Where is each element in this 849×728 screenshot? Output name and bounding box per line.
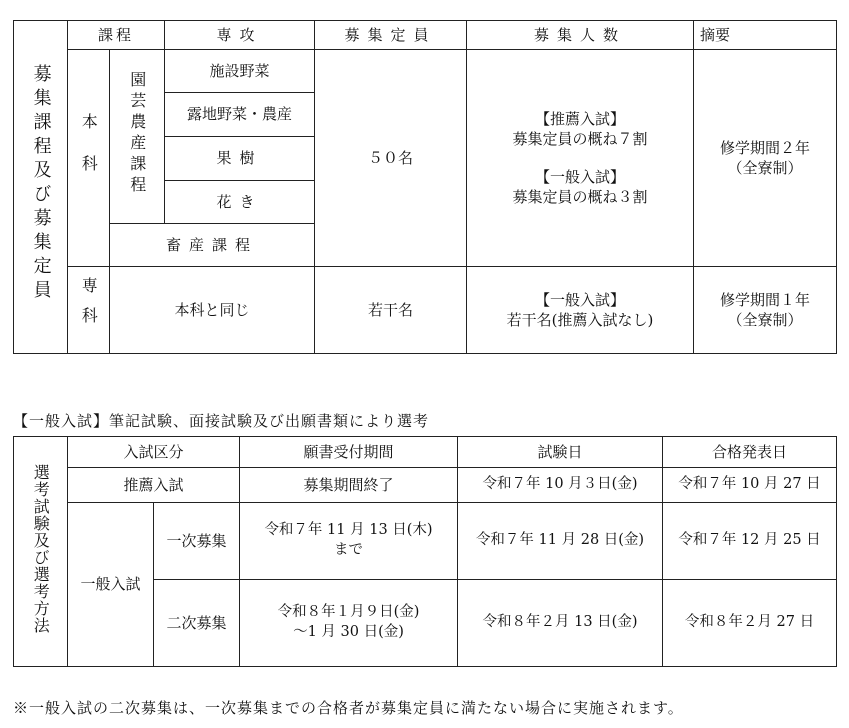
recommend-label: 【推薦入試】 [535, 109, 626, 128]
second-round-label: 二次募集 [154, 580, 240, 667]
major-roji: 露地野菜・農産 [165, 93, 315, 137]
header-exam-date: 試験日 [458, 437, 663, 468]
first-round-label: 一次募集 [154, 503, 240, 580]
honka-count [467, 50, 694, 267]
senka-major: 本科と同じ [110, 267, 315, 354]
header-capacity: 募集定員 [315, 21, 467, 50]
header-category: 入試区分 [68, 437, 240, 468]
second-application: 令和８年１月９日(金) ～1 月 30 日(金) [240, 580, 458, 667]
recommend-result-date: 令和７年 10 月 27 日 [663, 468, 837, 503]
engei-course-label: 園芸農産課程 [110, 50, 165, 224]
honka-summary: 修学期間２年 （全寮制） [694, 50, 837, 267]
header-count: 募集人数 [467, 21, 694, 50]
major-kaju: 果樹 [165, 137, 315, 181]
senka-summary: 修学期間１年 （全寮制） [694, 267, 837, 354]
header-course: 課程 [68, 21, 165, 50]
senka-count: 【一般入試】 若干名(推薦入試なし) [467, 267, 694, 354]
second-result-date: 令和８年２月 27 日 [663, 580, 837, 667]
general-value: 募集定員の概ね３割 [512, 188, 648, 207]
recommend-application: 募集期間終了 [240, 468, 458, 503]
recommend-exam-date: 令和７年 10 月３日(金) [458, 468, 663, 503]
general-exam-subtitle: 【一般入試】筆記試験、面接試験及び出願書類により選考 [13, 412, 430, 430]
recommend-category: 推薦入試 [68, 468, 240, 503]
senka-capacity: 若干名 [315, 267, 467, 354]
recruitment-side-label: 募集課程及び募集定員 [14, 21, 68, 354]
header-summary: 摘要 [694, 21, 837, 50]
first-result-date: 令和７年 12 月 25 日 [663, 503, 837, 580]
senka-label: 専科 [68, 267, 110, 354]
recruitment-table [13, 20, 837, 354]
major-hanaki: 花き [165, 181, 315, 224]
honka-capacity: ５０名 [315, 50, 467, 267]
honka-label: 本科 [68, 50, 110, 267]
selection-table [13, 436, 837, 667]
header-application: 願書受付期間 [240, 437, 458, 468]
major-shisetsu: 施設野菜 [165, 50, 315, 93]
second-exam-date: 令和８年２月 13 日(金) [458, 580, 663, 667]
header-major: 専攻 [165, 21, 315, 50]
header-result-date: 合格発表日 [663, 437, 837, 468]
recommend-value: 募集定員の概ね７割 [512, 129, 648, 148]
general-label: 【一般入試】 [535, 168, 626, 186]
first-exam-date: 令和７年 11 月 28 日(金) [458, 503, 663, 580]
footnote: ※一般入試の二次募集は、一次募集までの合格者が募集定員に満たない場合に実施されます。 [13, 699, 684, 717]
first-application: 令和７年 11 月 13 日(木) まで [240, 503, 458, 580]
chikusan-course: 畜産課程 [110, 224, 315, 267]
selection-side-label: 選考試験及び選考方法 [14, 437, 68, 667]
general-category: 一般入試 [68, 503, 154, 667]
